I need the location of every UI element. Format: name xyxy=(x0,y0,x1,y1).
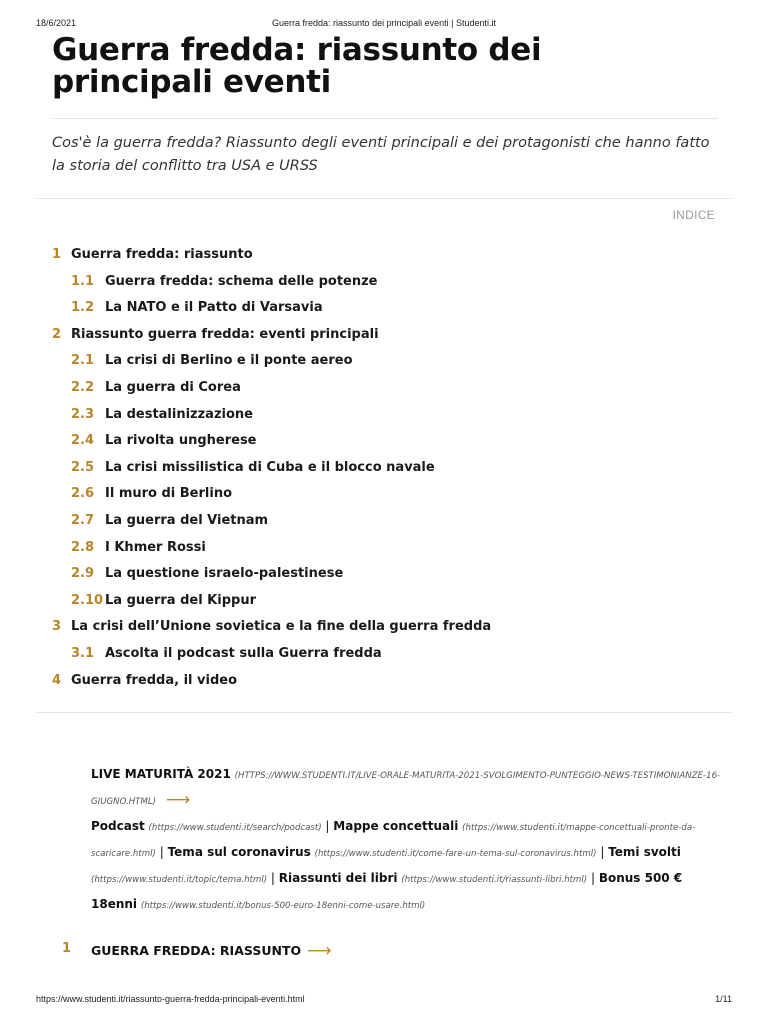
arrow-right-icon[interactable]: ⟶ xyxy=(307,941,332,961)
section-title xyxy=(91,941,331,961)
toc-item-label[interactable]: La crisi missilistica di Cuba e il blocco navale xyxy=(105,459,435,475)
article-title: Guerra fredda: riassunto dei principali eventi xyxy=(52,32,542,100)
separator: | xyxy=(270,871,275,885)
toc-item[interactable] xyxy=(0,641,768,668)
promo-links xyxy=(91,762,721,918)
print-footer xyxy=(36,994,732,1006)
toc-item-label[interactable]: Riassunto guerra fredda: eventi principali xyxy=(71,326,379,342)
section-title-text: GUERRA FREDDA: RIASSUNTO xyxy=(91,943,302,958)
toc-item-number: 2.3 xyxy=(71,406,95,422)
toc-item[interactable] xyxy=(0,375,768,402)
toc-item-label[interactable]: Guerra fredda, il video xyxy=(71,672,238,688)
toc-item[interactable] xyxy=(0,614,768,641)
section-number: 1 xyxy=(62,941,72,956)
toc-item-number: 2.6 xyxy=(71,486,95,502)
toc-item-label[interactable]: La rivolta ungherese xyxy=(105,433,257,449)
link-live-maturita[interactable]: LIVE MATURITÀ 2021 xyxy=(91,767,231,781)
toc-item[interactable] xyxy=(0,269,768,296)
print-header xyxy=(36,18,732,30)
toc-item[interactable] xyxy=(0,455,768,482)
print-url: https://www.studenti.it/riassunto-guerra-fredda-principali-eventi.html xyxy=(36,994,305,1004)
link-temi-svolti[interactable]: Temi svolti xyxy=(608,845,681,859)
toc-item-number: 1.2 xyxy=(71,300,95,316)
toc-item-number: 2 xyxy=(52,326,62,342)
toc-item[interactable] xyxy=(0,668,768,695)
link-url[interactable]: (https://www.studenti.it/come-fare-un-tema-sul-coronavirus.html) xyxy=(314,849,597,859)
toc-item-label[interactable]: Ascolta il podcast sulla Guerra fredda xyxy=(105,645,382,661)
link-mappe-concettuali[interactable]: Mappe concettuali xyxy=(333,819,459,833)
print-document-title: Guerra fredda: riassunto dei principali eventi | Studenti.it xyxy=(272,18,496,28)
arrow-right-icon[interactable]: ⟶ xyxy=(165,790,191,810)
separator: | xyxy=(590,871,595,885)
toc-item-label[interactable]: I Khmer Rossi xyxy=(105,539,206,555)
toc-item-number: 2.4 xyxy=(71,433,95,449)
divider xyxy=(52,118,718,119)
toc-item[interactable] xyxy=(0,508,768,535)
toc-item-label[interactable]: La guerra di Corea xyxy=(105,379,241,395)
toc-item-number: 2.7 xyxy=(71,512,95,528)
toc-item[interactable] xyxy=(0,348,768,375)
link-riassunti-libri[interactable]: Riassunti dei libri xyxy=(278,871,398,885)
toc-item-number: 2.2 xyxy=(71,379,95,395)
toc-item-number: 2.1 xyxy=(71,353,95,369)
link-tema-coronavirus[interactable]: Tema sul coronavirus xyxy=(167,845,311,859)
toc-item-number: 2.10 xyxy=(71,592,104,608)
toc-item-number: 1 xyxy=(52,247,62,262)
link-url[interactable]: (https://www.studenti.it/riassunti-libri.html) xyxy=(401,875,588,885)
link-url[interactable]: (https://www.studenti.it/search/podcast) xyxy=(148,823,322,833)
toc-item-number: 3 xyxy=(52,619,62,635)
separator: | xyxy=(159,845,164,859)
toc-item-label[interactable]: La NATO e il Patto di Varsavia xyxy=(105,300,323,316)
toc-item-label[interactable]: Il muro di Berlino xyxy=(105,486,233,502)
toc-item-label[interactable]: Guerra fredda: riassunto xyxy=(71,247,253,262)
toc-item-label[interactable]: La destalinizzazione xyxy=(105,406,253,422)
toc-item-label[interactable]: La questione israelo-palestinese xyxy=(105,566,344,582)
toc-item-label[interactable]: La crisi di Berlino e il ponte aereo xyxy=(105,353,353,369)
toc-item-label[interactable]: La guerra del Kippur xyxy=(105,592,256,608)
toc-item-number: 1.1 xyxy=(71,273,95,289)
toc-item-number: 3.1 xyxy=(71,645,95,661)
page-number: 1/11 xyxy=(715,994,732,1004)
link-url[interactable]: (HTTPS://WWW.STUDENTI.IT/LIVE-ORALE-MATURITA-2021-SVOLGIMENTO-PUNTEGGIO-NEWS-TESTIMONIANZE-16-GIUGNO.HTML) xyxy=(91,771,721,807)
link-bonus-500[interactable]: Bonus 500 € 18enni xyxy=(91,871,683,911)
toc-item-number: 2.9 xyxy=(71,566,95,582)
toc-item-label[interactable]: La guerra del Vietnam xyxy=(105,512,269,528)
toc-item-number: 2.8 xyxy=(71,539,95,555)
toc-item[interactable] xyxy=(0,561,768,588)
toc-item-number: 4 xyxy=(52,672,62,688)
divider xyxy=(36,712,732,713)
section-heading[interactable] xyxy=(0,938,768,962)
link-url[interactable]: (https://www.studenti.it/topic/tema.html) xyxy=(91,875,268,885)
link-url[interactable]: (https://www.studenti.it/mappe-concettuali-pronte-da-scaricare.html) xyxy=(91,823,696,859)
toc-item[interactable] xyxy=(0,588,768,615)
toc-item[interactable] xyxy=(0,535,768,562)
toc-item[interactable] xyxy=(0,322,768,349)
divider xyxy=(36,198,732,199)
separator: | xyxy=(600,845,605,859)
separator: | xyxy=(325,819,330,833)
toc-item[interactable] xyxy=(0,402,768,429)
link-url[interactable]: (https://www.studenti.it/bonus-500-euro-18enni-come-usare.html) xyxy=(140,901,426,911)
toc-item-label[interactable]: Guerra fredda: schema delle potenze xyxy=(105,273,378,289)
toc-item[interactable] xyxy=(0,242,768,269)
toc-item[interactable] xyxy=(0,428,768,455)
toc-item[interactable] xyxy=(0,295,768,322)
print-date: 18/6/2021 xyxy=(36,18,77,28)
table-of-contents xyxy=(0,242,768,694)
toc-item-label[interactable]: La crisi dell’Unione sovietica e la fine della guerra fredda xyxy=(71,619,492,635)
toc-heading[interactable]: INDICE xyxy=(672,208,715,222)
link-podcast[interactable]: Podcast xyxy=(91,819,145,833)
article-subtitle: Cos'è la guerra fredda? Riassunto degli eventi principali e dei protagonisti che hanno fatto la storia del conflitto tra USA e URSS xyxy=(52,135,710,174)
toc-item[interactable] xyxy=(0,481,768,508)
toc-item-number: 2.5 xyxy=(71,459,95,475)
